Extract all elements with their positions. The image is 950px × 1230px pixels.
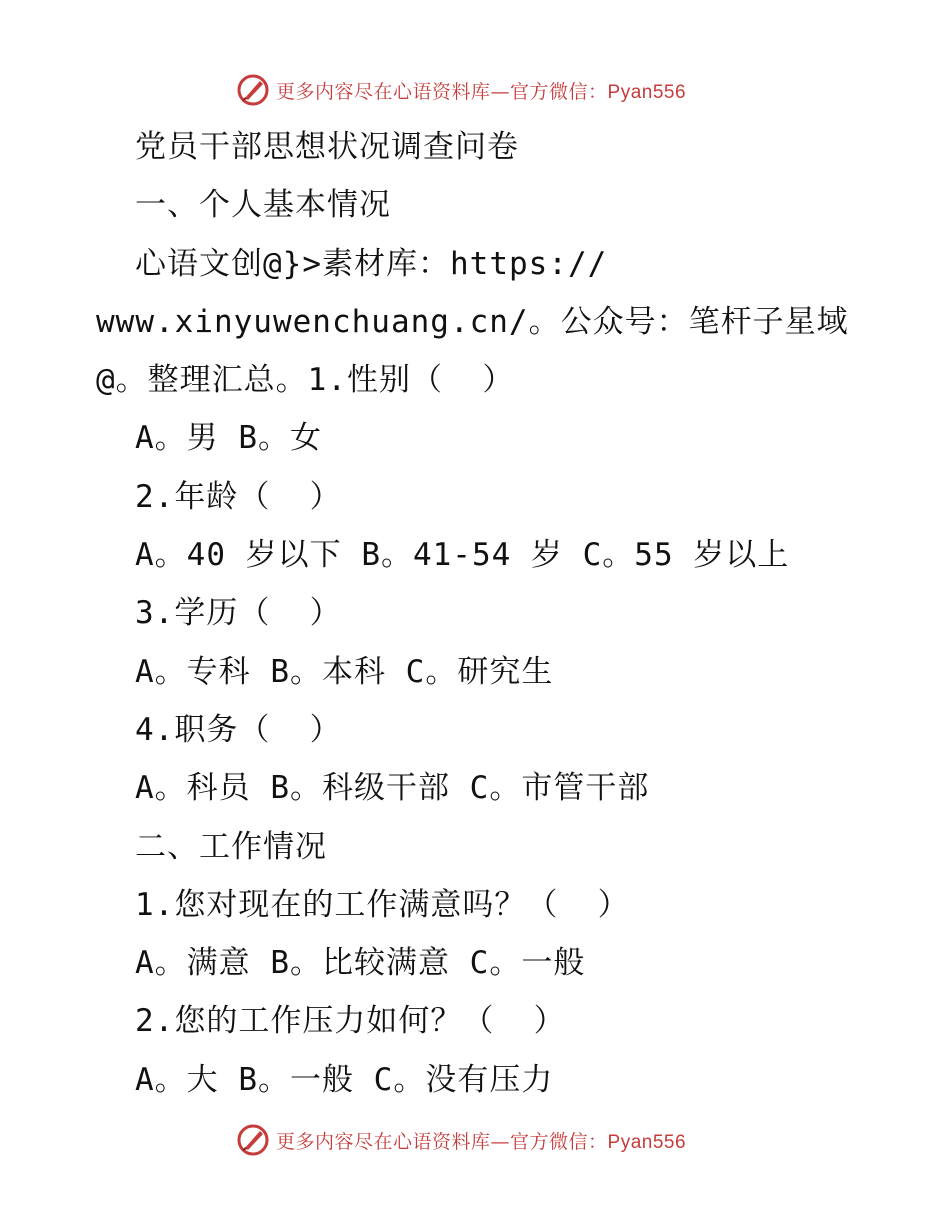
options-pressure: A。大 B。一般 C。没有压力 — [135, 1061, 554, 1098]
banner-handle: Pyan556 — [607, 81, 687, 103]
document-title: 党员干部思想状况调查问卷 — [135, 129, 519, 165]
banner-text — [276, 1127, 686, 1154]
header-banner — [236, 72, 686, 108]
question-position: 4.职务（ ） — [135, 711, 342, 748]
banner-dash: — — [490, 1130, 511, 1153]
footer-banner — [236, 1122, 686, 1158]
options-education: A。专科 B。本科 C。研究生 — [135, 653, 554, 690]
section-heading-personal: 一、个人基本情况 — [135, 187, 391, 224]
brand-logo-icon — [236, 1123, 270, 1157]
section-heading-work: 二、工作情况 — [135, 828, 327, 865]
banner-official: 官方微信： — [510, 1130, 608, 1153]
question-satisfaction: 1.您对现在的工作满意吗？（ ） — [135, 886, 630, 923]
banner-handle: Pyan556 — [607, 1131, 687, 1153]
options-gender: A。男 B。女 — [135, 420, 322, 457]
source-line-2: www.xinyuwenchuang.cn/。公众号：笔杆子星域 — [96, 303, 849, 340]
document-body — [0, 118, 950, 1109]
banner-text — [276, 77, 686, 104]
banner-dash: — — [490, 80, 511, 103]
brand-logo-icon — [236, 73, 270, 107]
question-pressure: 2.您的工作压力如何？（ ） — [135, 1003, 566, 1040]
question-age: 2.年龄（ ） — [135, 478, 342, 515]
options-age: A。40 岁以下 B。41-54 岁 C。55 岁以上 — [135, 537, 790, 574]
question-gender: @。整理汇总。1.性别（ ） — [96, 362, 515, 399]
question-education: 3.学历（ ） — [135, 595, 342, 632]
source-line-1: 心语文创@}>素材库：https:// — [135, 245, 608, 282]
banner-main: 更多内容尽在心语资料库 — [276, 80, 491, 103]
banner-main: 更多内容尽在心语资料库 — [276, 1130, 491, 1153]
options-satisfaction: A。满意 B。比较满意 C。一般 — [135, 945, 586, 982]
banner-official: 官方微信： — [510, 80, 608, 103]
options-position: A。科员 B。科级干部 C。市管干部 — [135, 770, 650, 807]
